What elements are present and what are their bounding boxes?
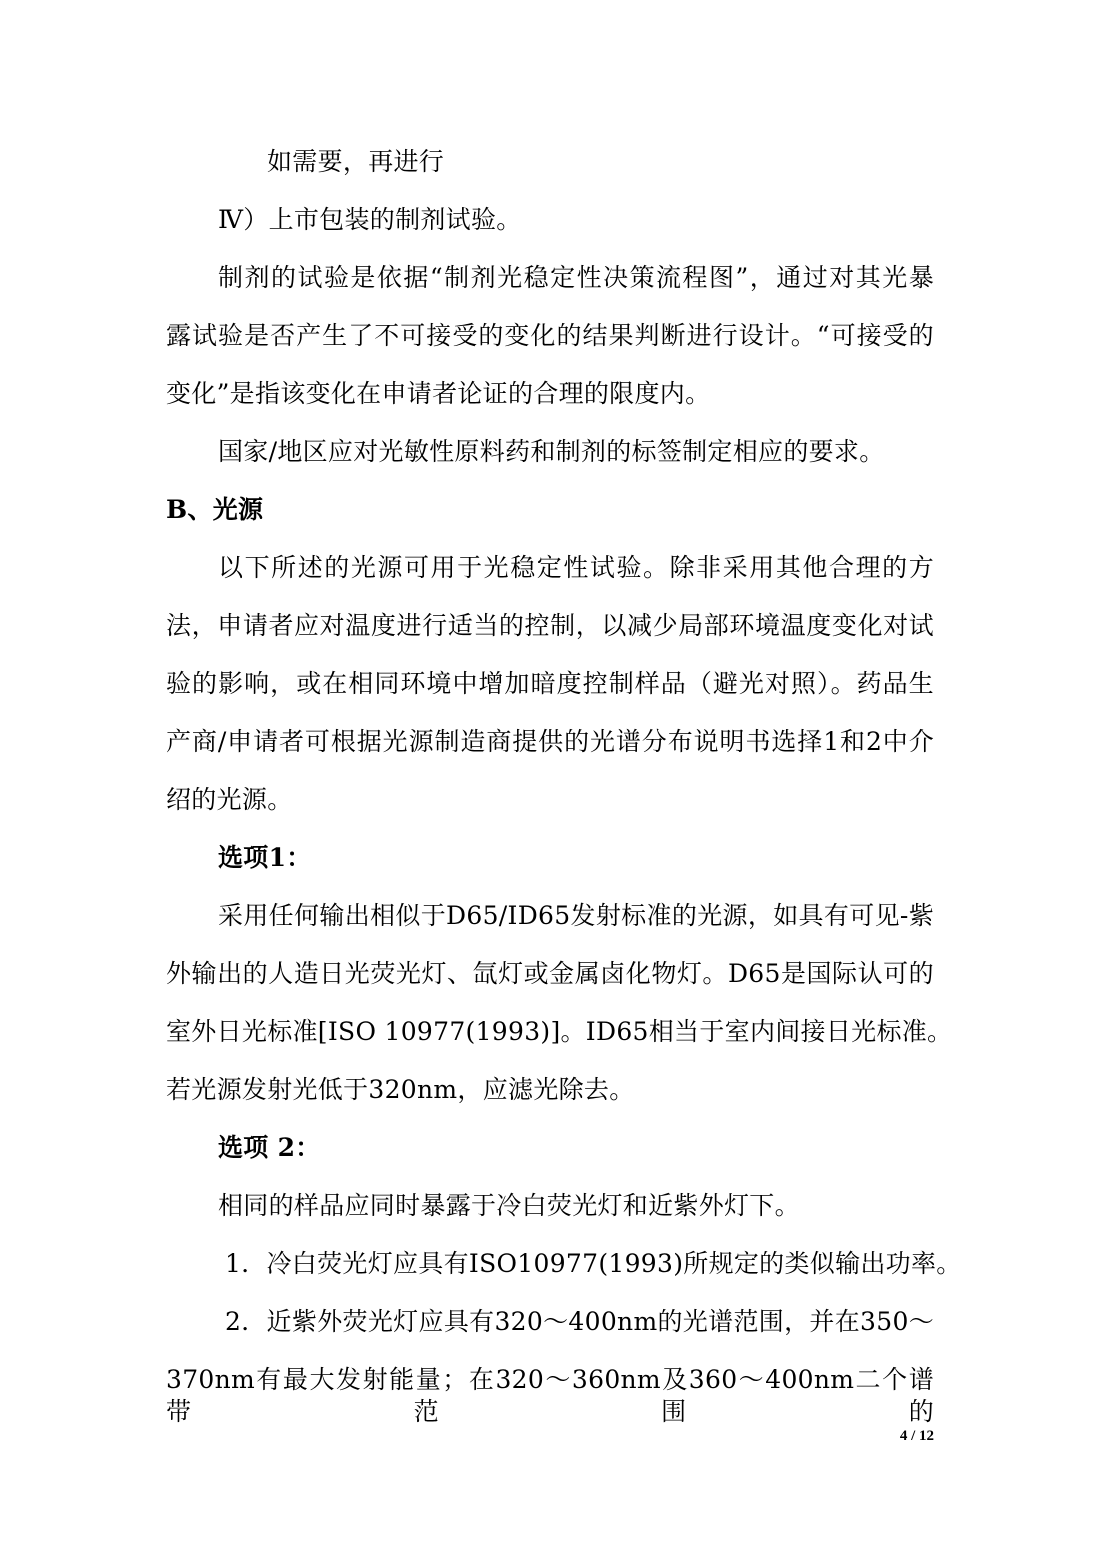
text-line-17: 若光源发射光低于320nm，应滤光除去。: [166, 1075, 635, 1104]
text-line-3: 制剂的试验是依据“制剂光稳定性决策流程图”，通过对其光暴: [218, 263, 934, 292]
text-line-19: 相同的样品应同时暴露于冷白荧光灯和近紫外灯下。: [218, 1191, 800, 1220]
option-2-heading: 选项 2：: [218, 1133, 321, 1162]
text-line-14: 采用任何输出相似于D65/ID65发射标准的光源，如具有可见-紫: [218, 901, 934, 930]
text-line-10: 验的影响，或在相同环境中增加暗度控制样品（避光对照）。药品生: [166, 669, 934, 698]
text-line-22: 370nm有最大发射能量；在320～360nm及360～400nm二个谱带范围的: [166, 1365, 934, 1426]
page-number: 4 / 12: [899, 1428, 934, 1444]
text-line-15: 外输出的人造日光荧光灯、氙灯或金属卤化物灯。D65是国际认可的: [166, 959, 934, 988]
text-line-2: Ⅳ）上市包装的制剂试验。: [218, 205, 522, 234]
text-line-1: 如需要，再进行: [267, 147, 445, 176]
text-line-11: 产商/申请者可根据光源制造商提供的光谱分布说明书选择1和2中介: [166, 727, 934, 756]
text-line-21: 2．近紫外荧光灯应具有320～400nm的光谱范围，并在350～: [225, 1307, 934, 1336]
text-line-12: 绍的光源。: [166, 785, 293, 814]
text-line-9: 法，申请者应对温度进行适当的控制，以减少局部环境温度变化对试: [166, 611, 934, 640]
text-line-5: 变化”是指该变化在申请者论证的合理的限度内。: [166, 379, 711, 408]
text-line-4: 露试验是否产生了不可接受的变化的结果判断进行设计。“可接受的: [166, 321, 934, 350]
option-1-heading: 选项1：: [218, 843, 312, 872]
text-line-20: 1．冷白荧光灯应具有ISO10977(1993)所规定的类似输出功率。: [225, 1249, 962, 1278]
text-line-6: 国家/地区应对光敏性原料药和制剂的标签制定相应的要求。: [218, 437, 885, 466]
section-heading-light-source: B、光源: [166, 495, 264, 524]
text-line-16: 室外日光标准[ISO 10977(1993)]。ID65相当于室内间接日光标准。: [166, 1017, 953, 1046]
text-line-8: 以下所述的光源可用于光稳定性试验。除非采用其他合理的方: [218, 553, 934, 582]
